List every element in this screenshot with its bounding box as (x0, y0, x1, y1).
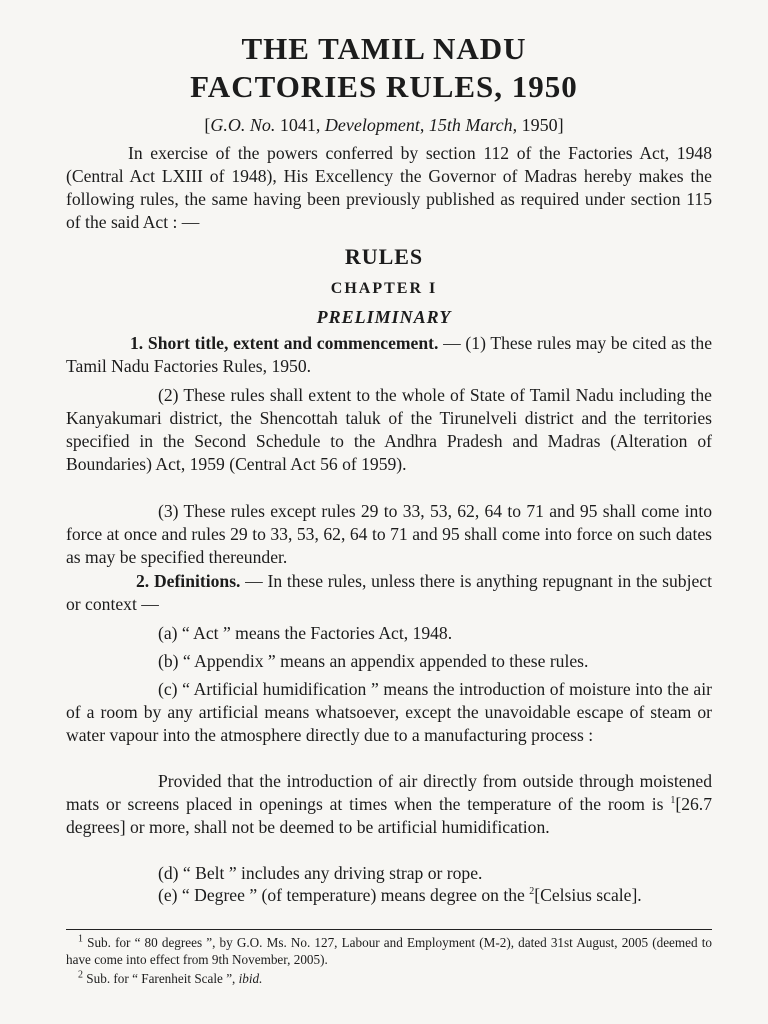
footnote-ref-1: 1 (670, 795, 676, 807)
definition-b: (b) “ Appendix ” means an appendix appended to these rules. (158, 651, 589, 671)
rule-1-title: Short title, extent and commencement. (147, 333, 439, 353)
definition-e-end: [Celsius scale]. (534, 885, 642, 905)
footnote-1-text: Sub. for “ 80 degrees ”, by G.O. Ms. No. 127, Labour and Employment (M-2), dated 31st August, 2005 (deemed to have come into effect from 9th November, 2005). (66, 935, 712, 967)
gazette-year: , 1950] (512, 115, 564, 135)
gazette-go: G.O. No. (210, 115, 276, 135)
rule-2-number: 2. (136, 571, 150, 591)
footnote-2-mark: 2 (78, 969, 83, 981)
footnote-2-text: Sub. for “ Farenheit Scale ”, (83, 971, 239, 986)
definition-a: (a) “ Act ” means the Factories Act, 1948. (158, 623, 453, 643)
rule-1-clause-3: (3) These rules except rules 29 to 33, 53, 62, 64 to 71 and 95 shall come into force at once and rules 29 to 33, 53, 62, 64 to 71 and 95 shall come into force on such dates as may be specified thereunder. (66, 501, 712, 567)
definition-c: (c) “ Artificial humidification ” means the introduction of moisture into the air of a room by any artificial means whatsoever, except the unavoidable escape of steam or water vapour into the atmosphere directly due to a manufacturing process : (66, 679, 712, 745)
definition-e-text: (e) “ Degree ” (of temperature) means degree on the (158, 885, 530, 905)
preamble: In exercise of the powers conferred by section 112 of the Factories Act, 1948 (Central Act LXIII of 1948), His Excellency the Governor of Madras hereby makes the following rules, the same having been previously published as required under section 115 of the said Act : — (66, 143, 712, 232)
proviso-value: [26.7 degrees] (66, 794, 712, 837)
rule-2 (66, 570, 712, 616)
rule-1-clause-2: (2) These rules shall extent to the whole of State of Tamil Nadu including the Kanyakumari district, the Shencottah taluk of the Tirunelveli district and the territories specified in the Second Schedule to the Andhra Pradesh and Madras (Alteration of Boundaries) Act, 1959 (Central Act 56 of 1959). (66, 385, 712, 474)
gazette-separator: , (419, 115, 429, 135)
proviso-text: Provided that the introduction of air directly from outside through moistened mats or screens placed in openings at times when the temperature of the room is (66, 771, 712, 814)
rule-1-number: 1. (130, 333, 144, 353)
footnote-1 (66, 934, 712, 968)
footnote-ref-2: 2 (529, 886, 535, 898)
footnote-divider (66, 929, 712, 930)
rules-heading: RULES (344, 244, 424, 269)
rule-2-title: Definitions. (153, 571, 241, 591)
gazette-number: 1041, (275, 115, 325, 135)
proviso-text-end: or more, shall not be deemed to be artificial humidification. (125, 817, 550, 837)
title-line-2: FACTORIES RULES, 1950 (190, 69, 578, 104)
preliminary-heading: PRELIMINARY (316, 307, 452, 327)
footnote-2 (66, 970, 712, 987)
footnote-2-ibid: ibid. (238, 971, 263, 986)
gazette-reference (0, 115, 768, 136)
chapter-heading: CHAPTER I (330, 280, 438, 297)
title-line-1: THE TAMIL NADU (241, 31, 527, 66)
rule-2-text: — In these rules, unless there is anything repugnant in the subject or context — (66, 571, 712, 614)
rule-1 (66, 332, 712, 378)
definition-e (66, 884, 712, 907)
proviso (66, 770, 712, 839)
rule-1-text: — (1) These rules may be cited as the Tamil Nadu Factories Rules, 1950. (66, 333, 713, 376)
gazette-open: [ (204, 115, 211, 135)
gazette-date: 15th March (428, 115, 513, 135)
footnote-1-mark: 1 (78, 933, 83, 945)
definition-d: (d) “ Belt ” includes any driving strap or rope. (158, 863, 483, 883)
gazette-department: Development (324, 115, 420, 135)
